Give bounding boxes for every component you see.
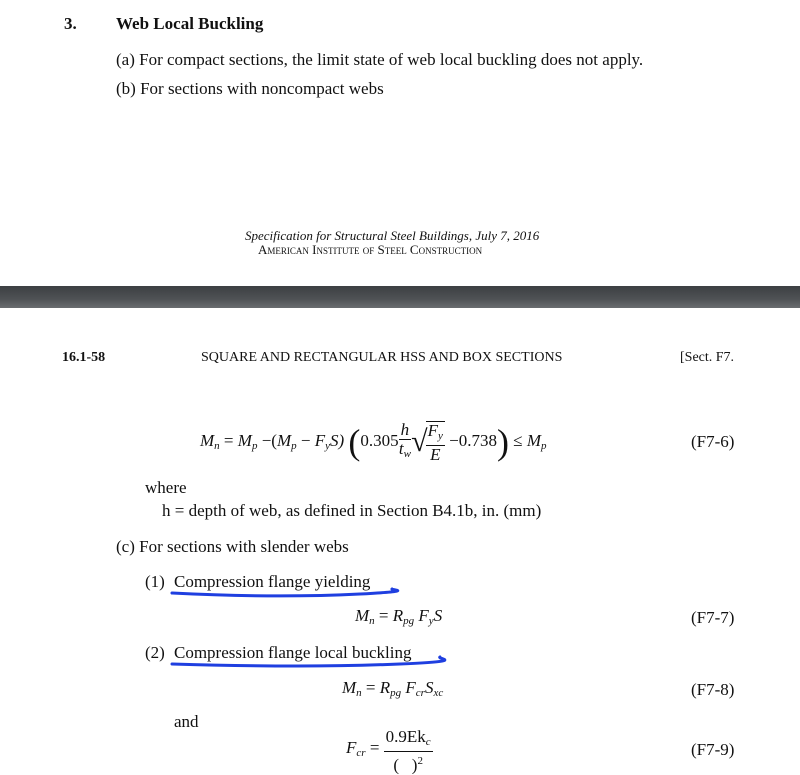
eq-big-paren-close: ) (497, 422, 509, 463)
eq-frac-h-tw: $\frac{h}{t_w}$ (398, 420, 411, 461)
sub-item-1-title: Compression flange yielding (174, 572, 371, 591)
eq-minus: − (300, 431, 311, 450)
eq-big-paren-open: ( (348, 422, 361, 463)
h-definition: h = depth of web, as defined in Section B4.1b, in. (mm) (162, 501, 542, 520)
eq-sqrt: √ (411, 425, 428, 459)
eq-s: S) (329, 431, 345, 450)
section-ref: [Sect. F7. (680, 350, 735, 365)
equation-f7-6 (200, 418, 547, 464)
item-a: (a) For compact sections, the limit state of web local buckling does not apply. (116, 50, 644, 69)
eq-fy: $F_y$ (314, 431, 330, 452)
sub-item-2-title: Compression flange local buckling (174, 643, 412, 662)
equation-label-f7-8: (F7-8) (691, 680, 735, 699)
eq-frac-fy-e: $\frac{F_y}{E}$ (427, 420, 443, 464)
running-title: SQUARE AND RECTANGULAR HSS AND BOX SECTIONS (201, 350, 563, 365)
item-b: (b) For sections with noncompact webs (116, 79, 384, 98)
sub-item-1-number: (1) (145, 572, 165, 591)
equation-label-f7-9: (F7-9) (691, 740, 735, 759)
section-title: Web Local Buckling (116, 14, 264, 33)
eq-mn: $M_n$ (200, 431, 220, 452)
eq-coef: 0.305 (360, 431, 399, 450)
equation-f7-8: $M_n = R_{pg}$ $F_{cr}S_{xc}$ (342, 678, 444, 699)
equation-f7-7: $M_n = R_{pg}$ $F_yS$ (355, 606, 443, 627)
eq-mp3: $M_p$ (526, 431, 547, 452)
section-number: 3. (64, 14, 77, 33)
and-label: and (174, 712, 199, 731)
eq-minus-paren: −( (261, 431, 277, 450)
equation-label-f7-7: (F7-7) (691, 608, 735, 627)
page-break-bar (0, 286, 800, 308)
page-number: 16.1-58 (62, 350, 106, 365)
eq-le: ≤ (513, 431, 523, 450)
eq-mp: $M_p$ (237, 431, 258, 452)
eq-mp2: $M_p$ (276, 431, 297, 452)
eq-const: −0.738 (449, 431, 497, 450)
item-c: (c) For sections with slender webs (116, 537, 349, 556)
sub-item-2-number: (2) (145, 643, 165, 662)
eq-equals: = (223, 431, 234, 450)
footer-spec-line: Specification for Structural Steel Buildings, July 7, 2016 (245, 228, 540, 243)
footer-aisc-line: American Institute of Steel Construction (258, 242, 483, 257)
equation-label-f7-6: (F7-6) (691, 432, 735, 451)
where-label: where (145, 478, 187, 497)
equation-f7-9: $F_{cr}$ = $\frac{0.9Ek_c}{( )^2}$ (346, 727, 431, 775)
